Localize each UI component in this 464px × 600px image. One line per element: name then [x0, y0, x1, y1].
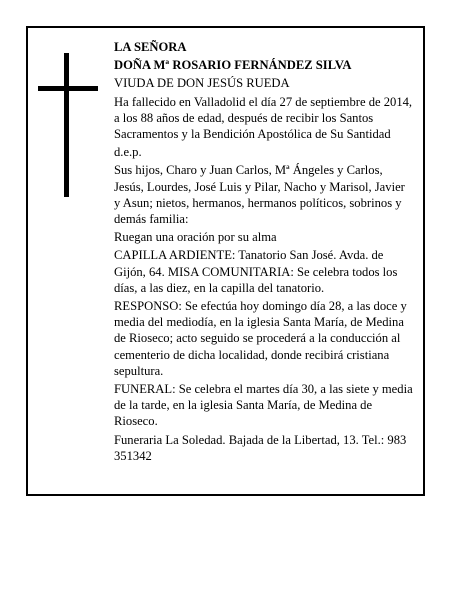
obituary-text — [114, 39, 414, 466]
latin-cross-icon — [38, 53, 98, 197]
title-line: LA SEÑORA — [114, 40, 187, 54]
prayer-line: Ruegan una oración por su alma — [114, 230, 277, 245]
dep-line: d.e.p. — [114, 145, 142, 160]
chapel-paragraph: CAPILLA ARDIENTE: Tanatorio San José. Avda. de Gijón, 64. MISA COMUNITARIA: Se celebra todos los días, a las diez, en la capilla del tanatorio. — [114, 248, 398, 295]
death-paragraph: Ha fallecido en Valladolid el día 27 de septiembre de 2014, a los 88 años de edad, después de recibir los Santos Sacramentos y la Bendición Apostólica de Su Santidad — [114, 94, 413, 142]
funeral-paragraph: FUNERAL: Se celebra el martes día 30, a las siete y media de la tarde, en la iglesia Santa María, de Medina de Rioseco. — [114, 382, 413, 429]
family-paragraph: Sus hijos, Charo y Juan Carlos, Mª Ángeles y Carlos, Jesús, Lourdes, José Luis y Pilar, Nacho y Marisol, Javier y Asun; nietos, hermanos, hermanos políticos, sobrinos y demás familia: — [114, 163, 405, 227]
response-paragraph: RESPONSO: Se efectúa hoy domingo día 28, a las doce y media del mediodía, en la iglesia Santa María, de Medina de Rioseco; acto seguido se procederá a la conducción al cementerio de dicha localidad, donde recibirá cristiana sepultura. — [114, 299, 407, 378]
cross-horizontal-bar — [38, 86, 98, 91]
funeral-home-paragraph: Funeraria La Soledad. Bajada de la Libertad, 13. Tel.: 983 351342 — [114, 432, 407, 463]
deceased-name: DOÑA Mª ROSARIO FERNÁNDEZ SILVA — [114, 58, 352, 73]
cross-vertical-bar — [64, 53, 69, 197]
widow-line: VIUDA DE DON JESÚS RUEDA — [114, 76, 290, 91]
